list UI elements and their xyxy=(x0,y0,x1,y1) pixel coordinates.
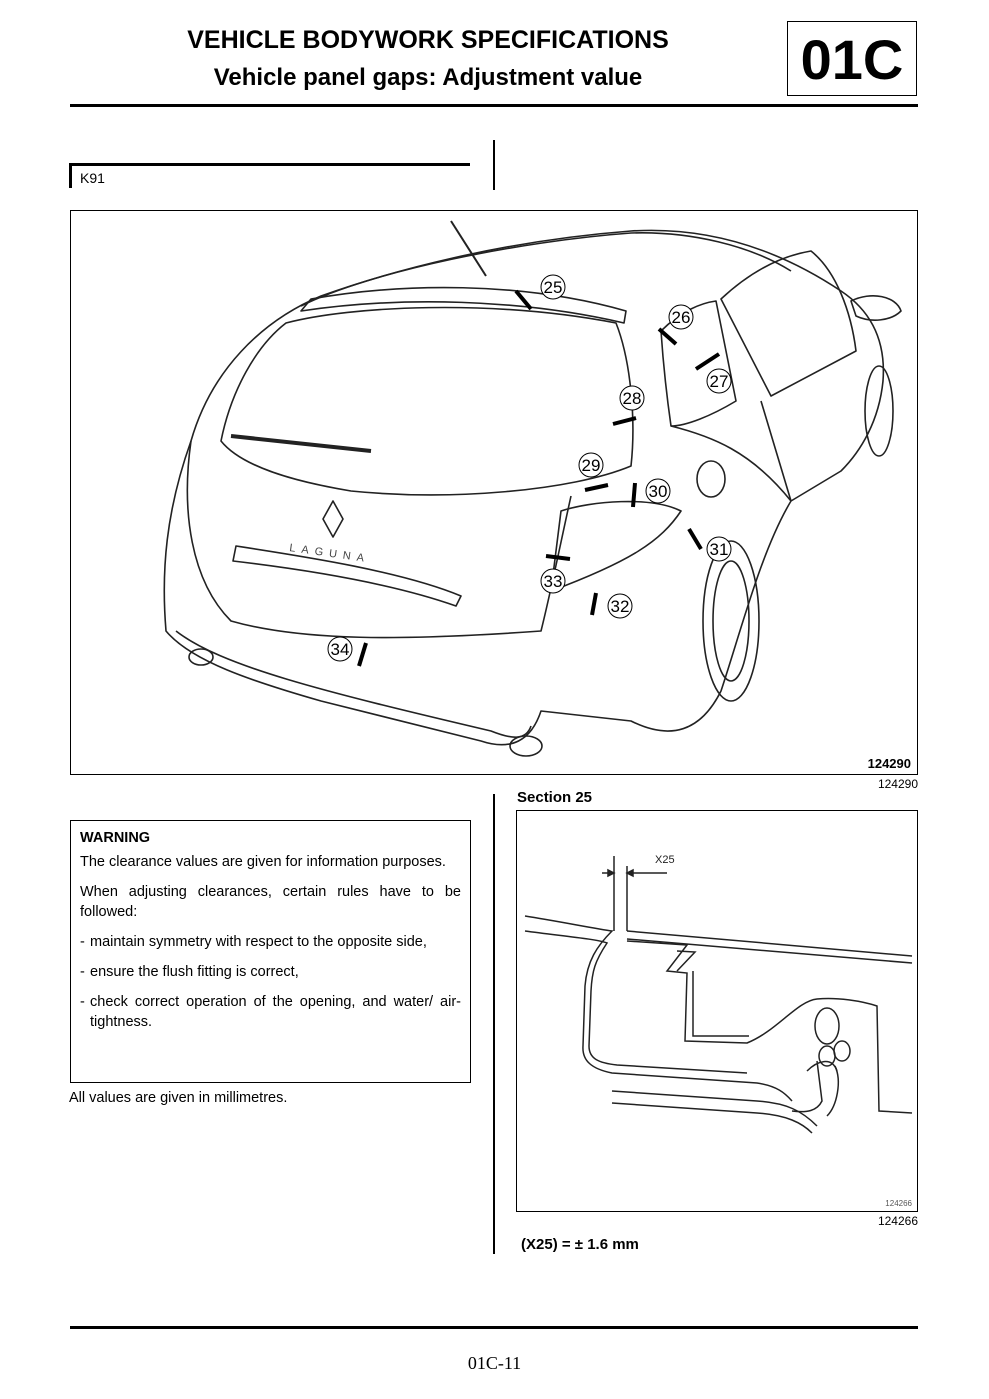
gap-marker-34 xyxy=(359,643,366,666)
roof-antenna xyxy=(451,221,486,276)
vehicle-illustration xyxy=(71,211,916,773)
section-code-box: 01C xyxy=(787,21,917,96)
column-divider-top xyxy=(493,140,495,190)
rear-wheel xyxy=(703,541,759,701)
section-ref-caption: 124266 xyxy=(877,1214,918,1228)
fuel-flap xyxy=(697,461,725,497)
badge-text: LAGUNA xyxy=(288,542,371,566)
callout-28 xyxy=(620,386,644,410)
adjustment-value: (X25) = ± 1.6 mm xyxy=(521,1236,639,1253)
adjustment-value-label: X25 xyxy=(526,1236,553,1253)
warning-item: - maintain symmetry with respect to the opposite side, xyxy=(80,932,461,952)
side-window-front xyxy=(721,251,856,396)
section-title: Section 25 xyxy=(517,789,593,806)
rear-window xyxy=(221,308,633,495)
callout-25 xyxy=(541,275,565,299)
warning-item: - ensure the flush fitting is correct, xyxy=(80,962,461,982)
rear-bumper xyxy=(176,631,531,737)
svg-text:32: 32 xyxy=(610,597,630,616)
section-ref-inside: 124266 xyxy=(885,1199,912,1208)
figure-ref-caption: 124290 xyxy=(877,777,918,791)
tailgate xyxy=(187,441,571,638)
header-rule xyxy=(70,104,918,107)
warning-para-2: When adjusting clearances, certain rules have to be followed: xyxy=(80,884,461,920)
svg-text:33: 33 xyxy=(543,572,563,591)
rear-wiper xyxy=(231,436,371,451)
callout-29 xyxy=(579,453,603,477)
vehicle-illustration-frame xyxy=(70,210,918,775)
column-divider-bottom xyxy=(493,794,495,1254)
dimension-label: X25 xyxy=(655,854,675,866)
figure-ref-inside: 124290 xyxy=(867,756,911,771)
callout-30 xyxy=(646,479,670,503)
svg-text:29: 29 xyxy=(581,456,601,475)
gap-marker-30 xyxy=(633,483,635,507)
gap-marker-33 xyxy=(546,556,570,559)
warning-para-1: The clearance values are given for information purposes. xyxy=(80,854,446,870)
warning-box xyxy=(70,820,471,1083)
warning-item-text: ensure the flush fitting is correct, xyxy=(90,964,299,980)
callout-33 xyxy=(541,569,565,593)
side-mirror xyxy=(851,296,901,320)
model-label-tick xyxy=(69,166,72,188)
callout-34 xyxy=(328,637,352,661)
callout-31 xyxy=(707,537,731,561)
section-figure-frame xyxy=(516,810,918,1212)
gap-marker-29 xyxy=(585,485,608,490)
rear-spoiler xyxy=(301,288,626,323)
warning-title: WARNING xyxy=(80,830,151,846)
svg-text:34: 34 xyxy=(330,640,350,659)
section-drawing xyxy=(517,811,916,1210)
door-line xyxy=(761,401,791,501)
page-number: 01C-11 xyxy=(467,1353,522,1373)
gap-marker-27 xyxy=(696,354,719,369)
warning-item-text: maintain symmetry with respect to the opposite side, xyxy=(90,934,427,950)
svg-text:30: 30 xyxy=(648,482,668,501)
warning-item: - check correct operation of the opening, and water/ air-tightness. xyxy=(80,994,461,1030)
svg-text:26: 26 xyxy=(671,308,691,327)
units-note: All values are given in millimetres. xyxy=(69,1090,288,1106)
model-label: K91 xyxy=(80,170,105,186)
svg-text:31: 31 xyxy=(709,540,729,559)
svg-text:27: 27 xyxy=(709,372,729,391)
front-wheel xyxy=(865,366,893,456)
adjustment-value-text: ± 1.6 mm xyxy=(574,1236,639,1253)
rear-door xyxy=(671,426,791,501)
page-title: VEHICLE BODYWORK SPECIFICATIONS xyxy=(187,26,669,54)
callout-32 xyxy=(608,594,632,618)
model-label-rule xyxy=(69,163,470,166)
callout-27 xyxy=(707,369,731,393)
gap-marker-31 xyxy=(689,529,701,549)
warning-item-text: check correct operation of the opening, and water/ air-tightness. xyxy=(90,994,461,1030)
gap-marker-32 xyxy=(592,593,596,615)
roof-panel-inner xyxy=(525,931,747,1073)
brand-logo xyxy=(323,501,343,537)
svg-text:25: 25 xyxy=(543,278,563,297)
callout-26 xyxy=(669,305,693,329)
exhaust-right xyxy=(510,736,542,756)
footer-rule xyxy=(70,1326,918,1329)
svg-text:28: 28 xyxy=(622,389,642,408)
car-body-outline xyxy=(164,230,883,744)
rear-light xyxy=(551,502,681,591)
page-subtitle: Vehicle panel gaps: Adjustment value xyxy=(213,64,643,91)
